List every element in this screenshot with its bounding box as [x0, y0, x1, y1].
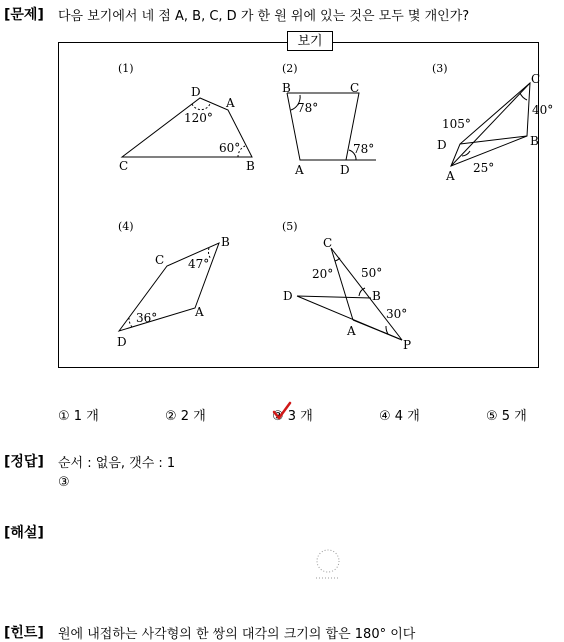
figure-5-angle-b-arc [359, 288, 365, 296]
choice-5-text: 5 개 [501, 409, 527, 424]
figure-5-angle-c: 20° [312, 267, 334, 281]
figure-5-label-d: D [283, 289, 293, 303]
figure-4-angle-d-arc [129, 318, 132, 327]
figure-4-label-b: B [221, 235, 230, 249]
choice-3[interactable] [272, 405, 313, 424]
figure-5-line-cp [331, 248, 402, 340]
choice-3-text: 3 개 [287, 409, 313, 424]
choice-4-text: 4 개 [394, 409, 420, 424]
figure-1-angle-d-arc [192, 104, 210, 110]
figure-2-angle-d: 78° [353, 142, 375, 156]
figure-1-label-b: B [246, 159, 255, 173]
figure-2-label-b: B [282, 81, 291, 95]
figure-5-line-ca [331, 248, 353, 320]
choice-4-number: ④ [379, 409, 391, 424]
figure-3-angle-a: 25° [473, 161, 495, 175]
figure-3-label-a: A [446, 169, 455, 183]
figure-5-label-b: B [372, 289, 381, 303]
choice-1[interactable] [58, 405, 99, 424]
figure-3-number: (3) [432, 62, 448, 75]
figure-5-label-c: C [323, 236, 333, 250]
answer-value: ③ [58, 475, 70, 490]
problem-text: 다음 보기에서 네 점 A, B, C, D 가 한 원 위에 있는 것은 모두 몇 개인가? [58, 9, 470, 24]
figure-2-angle-b: 78° [297, 101, 319, 115]
example-box-title: 보기 [287, 31, 333, 51]
explanation-label: [해설] [4, 525, 44, 541]
figure-2-label-a: A [295, 163, 304, 177]
figure-4-angle-d: 36° [136, 311, 158, 325]
choice-3-number: ③ [272, 409, 284, 424]
figure-5-angle-p-arc [386, 326, 388, 334]
answer-label: [정답] [4, 454, 44, 470]
explanation-image [308, 543, 348, 583]
figure-4-number: (4) [118, 220, 134, 233]
figure-1-label-c: C [119, 159, 129, 173]
figure-5-number: (5) [282, 220, 298, 233]
choice-2[interactable] [165, 405, 206, 424]
figure-3-label-d: D [437, 138, 447, 152]
choice-2-text: 2 개 [180, 409, 206, 424]
figure-5-line-db [297, 296, 371, 298]
figure-2-number: (2) [282, 62, 298, 75]
figure-5-label-p: P [403, 338, 412, 352]
choice-2-number: ② [165, 409, 177, 424]
figure-2-label-c: C [350, 81, 360, 95]
figure-5-angle-b: 50° [361, 266, 383, 280]
figure-3-label-c: C [531, 72, 541, 86]
figure-2-label-d: D [340, 163, 350, 177]
problem-label: [문제] [4, 7, 44, 23]
choice-5[interactable] [486, 405, 527, 424]
figure-3-angle-d: 105° [442, 117, 471, 131]
figure-5-label-a: A [347, 324, 356, 338]
figure-4-label-d: D [117, 335, 127, 349]
choice-4[interactable] [379, 405, 420, 424]
figure-3-angle-c: 40° [532, 103, 554, 117]
figure-4-angle-b: 47° [188, 257, 210, 271]
figure-4-label-c: C [155, 253, 165, 267]
figure-3-angle-c-arc [520, 93, 527, 100]
figure-5-angle-p: 30° [386, 307, 408, 321]
hint-label: [힌트] [4, 625, 44, 641]
figure-1-label-a: A [226, 96, 235, 110]
answer-line: 순서 : 없음, 갯수 : 1 [58, 456, 176, 471]
figure-3-label-b: B [530, 134, 539, 148]
hint-text: 원에 내접하는 사각형의 한 쌍의 대각의 크기의 합은 180° 이다 [58, 627, 416, 642]
choice-1-text: 1 개 [73, 409, 99, 424]
choice-5-number: ⑤ [486, 409, 498, 424]
figure-1-number: (1) [118, 62, 134, 75]
check-mark-icon [272, 401, 292, 423]
figure-1-angle-d: 120° [184, 111, 213, 125]
figure-1-label-d: D [191, 85, 201, 99]
figure-1-angle-b: 60° [219, 141, 241, 155]
figure-4-label-a: A [195, 305, 204, 319]
choice-1-number: ① [58, 409, 70, 424]
